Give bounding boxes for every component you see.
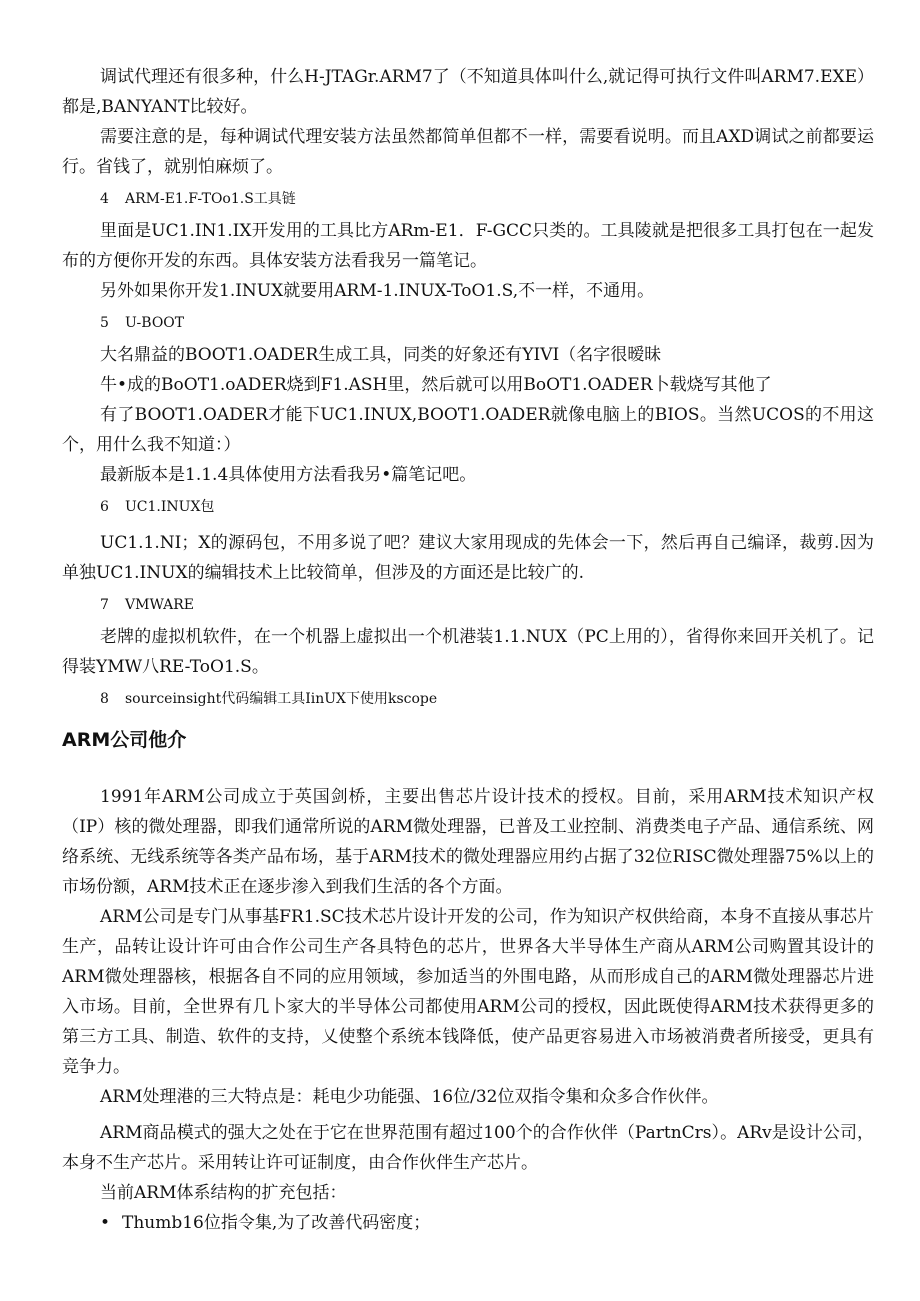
paragraph-item5-1: 大名鼎益的BOOT1.OADER生成工具，同类的好象还有YIVI（名字很暧昧	[100, 345, 662, 365]
paragraph-arm-intro-3: ARM处理港的三大特点是：耗电少功能强、16位/32位双指令集和众多合作伙伴。	[100, 1087, 719, 1107]
paragraph-arm-intro-1: 1991年ARM公司成立于英国剑桥，主要出售芯片设计技术的授权。目前，采用ARM技术知识产权（IP）核的微处理器，即我们通常所说的ARM微处理器，已普及工业控制、消费类电子产品、通信系统、网络系统、无线系统等各类产品布场，基于ARM技术的微处理器应用约占据了32位RISC微处理器75%以上的市场份额，ARM技术正在逐步渗入到我们生活的各个方面。	[62, 787, 874, 897]
bullet-text: Thumb16位指令集,为了改善代码密度；	[122, 1213, 431, 1233]
list-item-8	[62, 684, 874, 714]
bullet-icon: •	[100, 1213, 111, 1233]
section-heading-arm-intro: ARM公司他介	[62, 729, 187, 751]
paragraph-item5-3: 有了BOOT1.OADER才能下UC1.INUX,BOOT1.OADER就像电脑上的BIOS。当然UCOS的不用这个，用什么我不知道：）	[62, 405, 874, 455]
bullet-item	[62, 1208, 874, 1238]
paragraph-arm-intro-5: 当前ARM体系结构的扩充包括：	[100, 1183, 347, 1203]
list-item-4	[62, 184, 874, 214]
list-number: 7	[100, 597, 109, 613]
paragraph-arm-intro-2: ARM公司是专门从事基FR1.SC技术芯片设计开发的公司，作为知识产权供给商，本身不直接从事芯片生产，品转让设计许可由合作公司生产各具特色的芯片，世界各大半导体生产商从ARM公司购置其设计的ARM微处理器核，根据各自不同的应用领域，参加适当的外围电路，从而形成自己的ARM微处理器芯片进入市场。目前，全世界有几卜家大的半导体公司都使用ARM公司的授权，因此既使得ARM技术获得更多的第三方工具、制造、软件的支持，乂使整个系统本钱降低，使产品更容易进入市场被消费者所接受，更具有竞争力。	[62, 907, 874, 1077]
paragraph-item7-1: 老牌的虚拟机软件，在一个机器上虚拟出一个机港装1.1.NUX（PC上用的），省得你来回开关机了。记得装YMW八RE-ToO1.S。	[62, 627, 874, 677]
list-number: 4	[100, 191, 109, 207]
list-title: ARM-E1.F-TOo1.S工具链	[125, 191, 296, 207]
paragraph-item5-4: 最新版本是1.1.4具体使用方法看我另•篇笔记吧。	[100, 465, 477, 485]
list-title: U-BOOT	[125, 315, 185, 331]
list-item-6	[62, 492, 874, 522]
paragraph-item6-1: UC1.1.NI；X的源码包，不用多说了吧？建议大家用现成的先体会一下，然后再自己编译，裁剪.因为单独UC1.INUX的编辑技术上比较简单，但涉及的方面还是比较广的.	[62, 533, 874, 583]
list-number: 8	[100, 691, 109, 707]
paragraph-arm-intro-4: ARM商品模式的强大之处在于它在世界范围有超过100个的合作伙伴（PartnCrs）。ARv是设计公司，本身不生产芯片。采用转让许可证制度，由合作伙伴生产芯片。	[62, 1123, 874, 1173]
list-number: 5	[100, 315, 109, 331]
paragraph-item4-1: 里面是UC1.IN1.IX开发用的工具比方ARm-E1．F-GCC只类的。工具陵就是把很多工具打包在一起发布的方便你开发的东西。具体安装方法看我另一篇笔记。	[62, 221, 874, 271]
list-number: 6	[100, 499, 109, 515]
paragraph-debug-proxy-1: 调试代理还有很多种，什么H-JTAGr.ARM7了（不知道具体叫什么,就记得可执行文件叫ARM7.EXE）都是,BANYANT比较好。	[62, 67, 874, 117]
paragraph-item4-2: 另外如果你开发1.INUX就要用ARM-1.INUX-ToO1.S,不一样，不通用。	[100, 281, 655, 301]
list-title: VMWARE	[125, 597, 195, 613]
paragraph-debug-proxy-2: 需要注意的是，每种调试代理安装方法虽然都简单但都不一样，需要看说明。而且AXD调试之前都要运行。省钱了，就别怕麻烦了。	[62, 127, 874, 177]
document-page	[62, 62, 874, 1238]
list-item-7	[62, 590, 874, 620]
paragraph-item5-2: 牛•成的BoOT1.oADER烧到F1.ASH里，然后就可以用BoOT1.OADER卜载烧写其他了	[100, 375, 772, 395]
list-item-5	[62, 308, 874, 338]
list-title: UC1.INUX包	[125, 499, 215, 515]
list-title: sourceinsight代码编辑工具IinUX下使用kscope	[125, 691, 438, 707]
